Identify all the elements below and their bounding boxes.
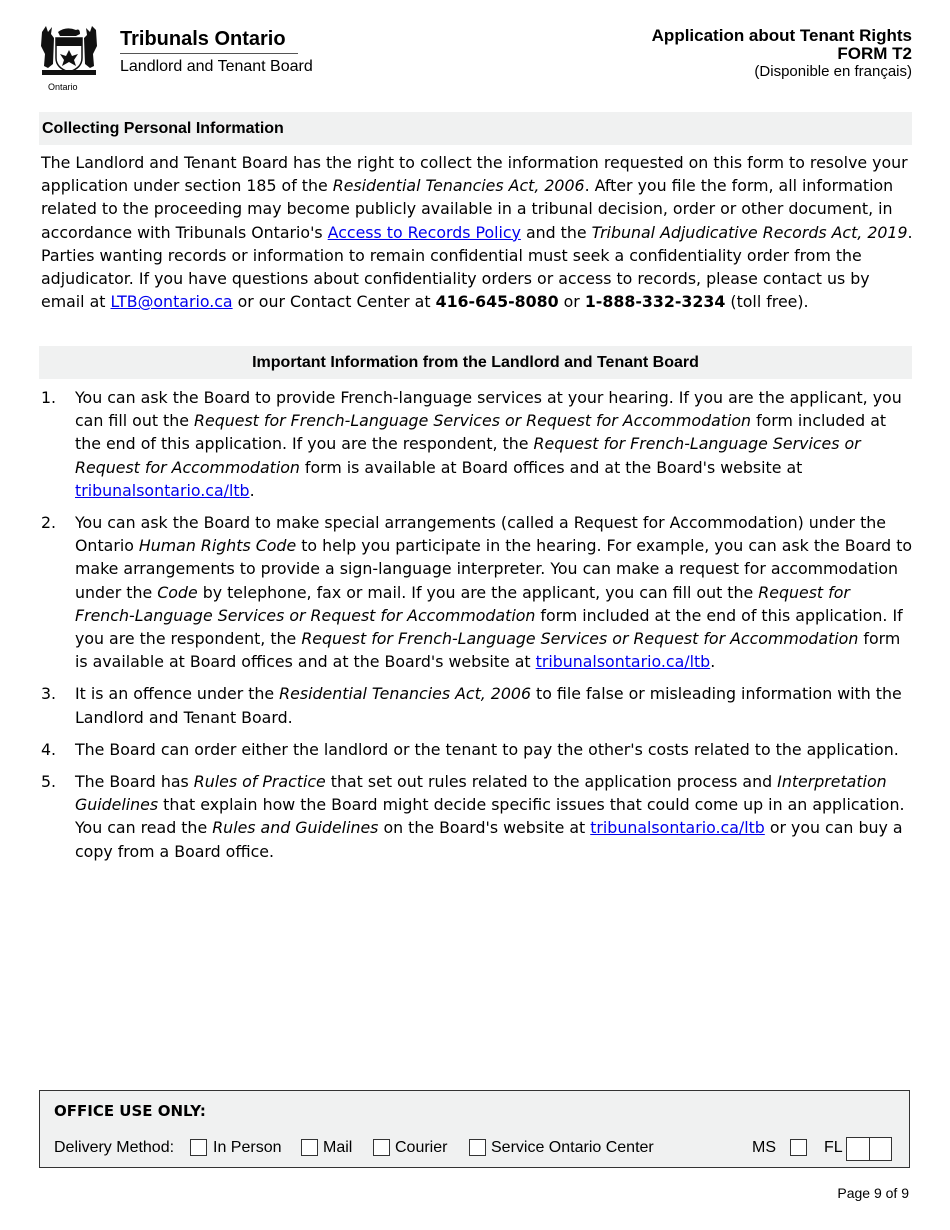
list-item: 2. You can ask the Board to make special arrangements (called a Request for Accommodation) under the Ontario Human Rights Code to help you participate in the hearing. For example, you can ask the Board to make arrangements to provide a sign-language interpreter. You can make a request for accommodation under the Code by telephone, fax or mail. If you are the applicant, you can fill out the Request for French-Language Services or Request for Accommodation form included at the end of this application. If you are the respondent, the Request for French-Language Services or Request for Accommodation form is available at Board offices and at the Board's website at tribunalsontario.ca/ltb. xyxy=(41,513,913,672)
service-ontario-checkbox[interactable] xyxy=(469,1139,486,1156)
fl-input-divider xyxy=(869,1138,870,1160)
list-item: 4. The Board can order either the landlord or the tenant to pay the other's costs related to the application. xyxy=(41,739,899,759)
in-person-label: In Person xyxy=(213,1139,282,1156)
courier-checkbox[interactable] xyxy=(373,1139,390,1156)
form-identification xyxy=(652,26,912,80)
office-use-box xyxy=(39,1090,910,1168)
form-title: Application about Tenant Rights xyxy=(651,26,912,45)
ms-checkbox[interactable] xyxy=(790,1139,807,1156)
contact-phone-tollfree: 1-888-332-3234 xyxy=(584,292,726,312)
brand-divider xyxy=(120,53,298,54)
ontario-coat-of-arms-logo xyxy=(36,24,102,90)
page-header xyxy=(36,24,912,96)
board-name: Landlord and Tenant Board xyxy=(120,58,313,75)
mail-checkbox[interactable] xyxy=(301,1139,318,1156)
courier-label: Courier xyxy=(395,1139,448,1156)
ltb-website-link[interactable]: tribunalsontario.ca/ltb xyxy=(590,818,765,838)
org-name: Tribunals Ontario xyxy=(120,28,286,50)
ltb-website-link[interactable]: tribunalsontario.ca/ltb xyxy=(535,652,711,672)
form-code: FORM T2 xyxy=(837,44,912,63)
service-ontario-label: Service Ontario Center xyxy=(491,1139,654,1156)
ltb-website-link[interactable]: tribunalsontario.ca/ltb xyxy=(75,480,250,500)
page-number: Page 9 of 9 xyxy=(837,1185,909,1201)
french-availability-note: (Disponible en français) xyxy=(754,63,912,80)
collecting-info-paragraph: The Landlord and Tenant Board has the right to collect the information requested on this form to resolve your application under section 185 of the Residential Tenancies Act, 2006. After you file the form, all information related to the proceeding may become publicly available in a tribunal decision, order or other document, in accordance with Tribunals Ontario's Access to Records Policy and the Tribunal Adjudicative Records Act, 2019. Parties wanting records or information to remain confidential must seek a confidentiality order from the adjudicator. If you have questions about confidentiality orders or access to records, please contact us by email at LTB@ontario.ca or our Contact Center at 416-645-8080 or 1-888-332-3234 (toll free). xyxy=(41,153,913,312)
list-item: 5. The Board has Rules of Practice that set out rules related to the application process and Interpretation Guidelines that explain how the Board might decide specific issues that could come up in an application. You can read the Rules and Guidelines on the Board's website at tribunalsontario.ca/ltb or you can buy a copy from a Board office. xyxy=(41,772,905,861)
important-info-heading: Important Information from the Landlord and Tenant Board xyxy=(39,346,912,379)
office-use-title: OFFICE USE ONLY: xyxy=(54,1102,206,1120)
ltb-email-link[interactable]: LTB@ontario.ca xyxy=(110,292,233,312)
collecting-info-heading: Collecting Personal Information xyxy=(39,112,912,145)
important-info-list xyxy=(41,386,913,872)
list-item: 3. It is an offence under the Residential Tenancies Act, 2006 to file false or misleading information with the Landlord and Tenant Board. xyxy=(41,684,902,727)
ms-label: MS xyxy=(752,1139,776,1156)
contact-phone-local: 416-645-8080 xyxy=(435,292,559,312)
fl-input[interactable] xyxy=(846,1137,892,1161)
in-person-checkbox[interactable] xyxy=(190,1139,207,1156)
logo-caption: Ontario xyxy=(48,82,78,92)
fl-label: FL xyxy=(824,1139,843,1156)
brand-block xyxy=(120,28,313,76)
access-to-records-link[interactable]: Access to Records Policy xyxy=(327,222,521,242)
mail-label: Mail xyxy=(323,1139,353,1156)
delivery-method-label: Delivery Method: xyxy=(54,1139,175,1156)
list-item: 1. You can ask the Board to provide French-language services at your hearing. If you are the applicant, you can fill out the Request for French-Language Services or Request for Accommodation form included at the end of this application. If you are the respondent, the Request for French-Language Services or Request for Accommodation form is available at Board offices and at the Board's website at tribunalsontario.ca/ltb. xyxy=(41,388,902,500)
